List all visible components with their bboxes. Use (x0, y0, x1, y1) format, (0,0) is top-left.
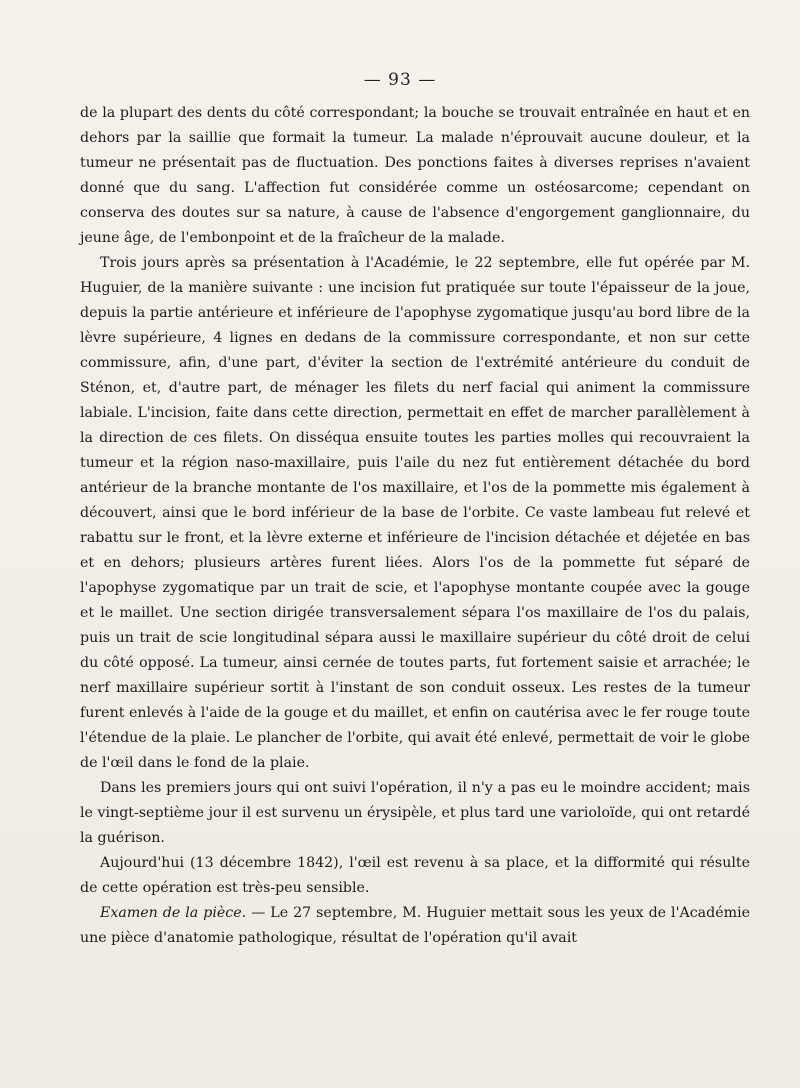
section-heading-italic: Examen de la pièce. (100, 905, 247, 921)
page-number: — 93 — (363, 70, 437, 90)
body-text (80, 101, 750, 951)
paragraph-2: Trois jours après sa présentation à l'Académie, le 22 septembre, elle fut opérée par M. Huguier, de la manière suivante : une incision fut pratiquée sur toute l'épaisseur de la joue, depuis la partie antérieure et inférieure de l'apophyse zygomatique jusqu'au bord libre de la lèvre supérieure, 4 lignes en dedans de la commissure correspondante, et non sur cette commissure, afin, d'une part, d'éviter la section de l'extrémité antérieure du conduit de Sténon, et, d'autre part, de ménager les filets du nerf facial qui animent la commissure labiale. L'incision, faite dans cette direction, permettait en effet de marcher parallèlement à la direction de ces filets. On disséqua ensuite toutes les parties molles qui recouvraient la tumeur et la région naso-maxillaire, puis l'aile du nez fut entièrement détachée du bord antérieur de la branche montante de l'os maxillaire, et l'os de la pommette mis également à découvert, ainsi que le bord inférieur de la base de l'orbite. Ce vaste lambeau fut relevé et rabattu sur le front, et la lèvre externe et inférieure de l'incision détachée et déjetée en bas et en dehors; plusieurs artères furent liées. Alors l'os de la pommette fut séparé de l'apophyse zygomatique par un trait de scie, et l'apophyse montante coupée avec la gouge et le maillet. Une section dirigée transversalement sépara l'os maxillaire de l'os du palais, puis un trait de scie longitudinal sépara aussi le maxillaire supérieur du côté droit de celui du côté opposé. La tumeur, ainsi cernée de toutes parts, fut fortement saisie et arrachée; le nerf maxillaire supérieur sortit à l'instant de son conduit osseux. Les restes de la tumeur furent enlevés à l'aide de la gouge et du maillet, et enfin on cautérisa avec le fer rouge toute l'étendue de la plaie. Le plancher de l'orbite, qui avait été enlevé, permettait de voir le globe de l'œil dans le fond de la plaie. (80, 255, 750, 771)
paragraph-3: Dans les premiers jours qui ont suivi l'opération, il n'y a pas eu le moindre accident; mais le vingt-septième jour il est survenu un érysipèle, et plus tard une varioloïde, qui ont retardé la guérison. (80, 780, 750, 846)
paragraph-1: de la plupart des dents du côté correspondant; la bouche se trouvait entraînée en haut et en dehors par la saillie que formait la tumeur. La malade n'éprouvait aucune douleur, et la tumeur ne présentait pas de fluctuation. Des ponctions faites à diverses reprises n'avaient donné que du sang. L'affection fut considérée comme un ostéosarcome; cependant on conserva des doutes sur sa nature, à cause de l'absence d'engorgement ganglionnaire, du jeune âge, de l'embonpoint et de la fraîcheur de la malade. (80, 105, 750, 246)
paragraph-5 (80, 901, 750, 951)
paragraph-4: Aujourd'hui (13 décembre 1842), l'œil est revenu à sa place, et la difformité qui résulte de cette opération est très-peu sensible. (80, 855, 750, 896)
paragraph-5-text: — Le 27 septembre, M. Huguier mettait sous les yeux de l'Académie une pièce d'anatomie pathologique, résultat de l'opération qu'il avait (80, 905, 750, 946)
